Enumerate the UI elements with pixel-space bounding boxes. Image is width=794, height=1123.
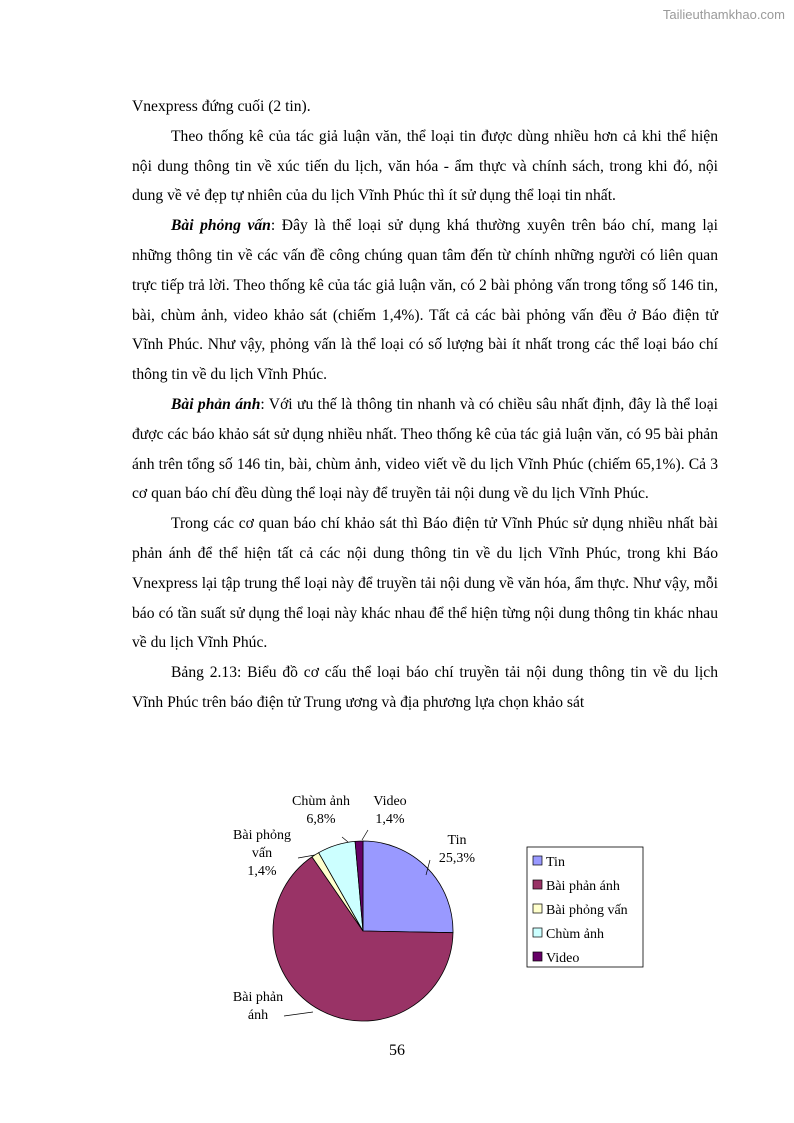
page-number: 56 [389,1042,405,1059]
legend-swatch-1 [533,880,542,889]
paragraph-interview [132,211,718,390]
paragraph-report [132,390,718,509]
paragraph-2: Theo thống kê của tác giả luận văn, thể loại tin được dùng nhiều hơn cả khi thể hiện nội dung thông tin về xúc tiến du lịch, văn hóa - ẩm thực và chính sách, trong khi đó, nội dung về vẻ đẹp tự nhiên của du lịch Vĩnh Phúc thì ít sử dụng thể loại tin nhất. [132,127,718,205]
legend-label-2: Bài phỏng vấn [546,903,628,918]
paragraph-report-text: : Với ưu thế là thông tin nhanh và có chiều sâu nhất định, đây là thể loại được các báo khảo sát sử dụng nhiều nhất. Theo thống kê của tác giả luận văn, có 95 bài phản ánh trên tổng số 146 tin, bài, chùm ảnh, video viết về du lịch Vĩnh Phúc (chiếm 65,1%). Cả 3 cơ quan báo chí đều dùng thể loại này để truyền tải nội dung về du lịch Vĩnh Phúc. [132,395,718,503]
legend-swatch-2 [533,904,542,913]
slice-label-2: Bài phỏng vấn 1,4% [233,828,291,879]
leader-line-1 [284,1012,313,1016]
figure-caption: Bảng 2.13: Biểu đồ cơ cấu thể loại báo chí truyền tải nội dung thông tin về du lịch Vĩnh Phúc trên báo điện tử Trung ương và địa phương lựa chọn khảo sát [132,664,718,711]
term-interview: Bài phỏng vấn [171,217,271,235]
legend-label-3: Chùm ảnh [546,927,604,942]
slice-label-3: Chùm ảnh 6,8% [292,794,350,827]
body-text [132,92,718,718]
watermark: Tailieuthamkhao.com [662,7,785,22]
legend-swatch-0 [533,856,542,865]
leader-line-3 [342,837,348,842]
leader-line-4 [362,830,368,840]
paragraph-1: Vnexpress đứng cuối (2 tin). [132,98,311,115]
genre-pie-chart [0,780,794,1030]
paragraph-5: Trong các cơ quan báo chí khảo sát thì Báo điện tử Vĩnh Phúc sử dụng nhiều nhất bài phản ánh để thể hiện tất cả các nội dung thông tin về du lịch Vĩnh Phúc, trong khi Báo Vnexpress lại tập trung thể loại này để truyền tải nội dung về văn hóa, ẩm thực. Như vậy, mỗi báo có tần suất sử dụng thể loại này khác nhau để thể hiện từng nội dung thông tin khác nhau về du lịch Vĩnh Phúc. [132,515,718,652]
pie-chart-svg [0,780,794,1030]
slice-label-0: Tin 25,3% [438,833,476,866]
legend-label-0: Tin [546,855,565,870]
slice-label-1: Bài phản ánh [232,990,284,1023]
term-report: Bài phản ánh [171,395,261,413]
legend-label-4: Video [546,951,580,966]
legend-swatch-3 [533,928,542,937]
slice-label-4: Video 1,4% [373,794,407,827]
paragraph-interview-text: : Đây là thể loại sử dụng khá thường xuyên trên báo chí, mang lại những thông tin về các vấn đề công chúng quan tâm đến từ chính những người có liên quan trực tiếp trả lời. Theo thống kê của tác giả luận văn, có 2 bài phỏng vấn trong tổng số 146 tin, bài, chùm ảnh, video khảo sát (chiếm 1,4%). Tất cả các bài phỏng vấn đều ở Báo điện tử Vĩnh Phúc. Như vậy, phỏng vấn là thể loại có số lượng bài ít nhất trong các thể loại báo chí thông tin về du lịch Vĩnh Phúc. [132,217,718,384]
legend-label-1: Bài phản ánh [546,879,620,894]
legend-swatch-4 [533,952,542,961]
